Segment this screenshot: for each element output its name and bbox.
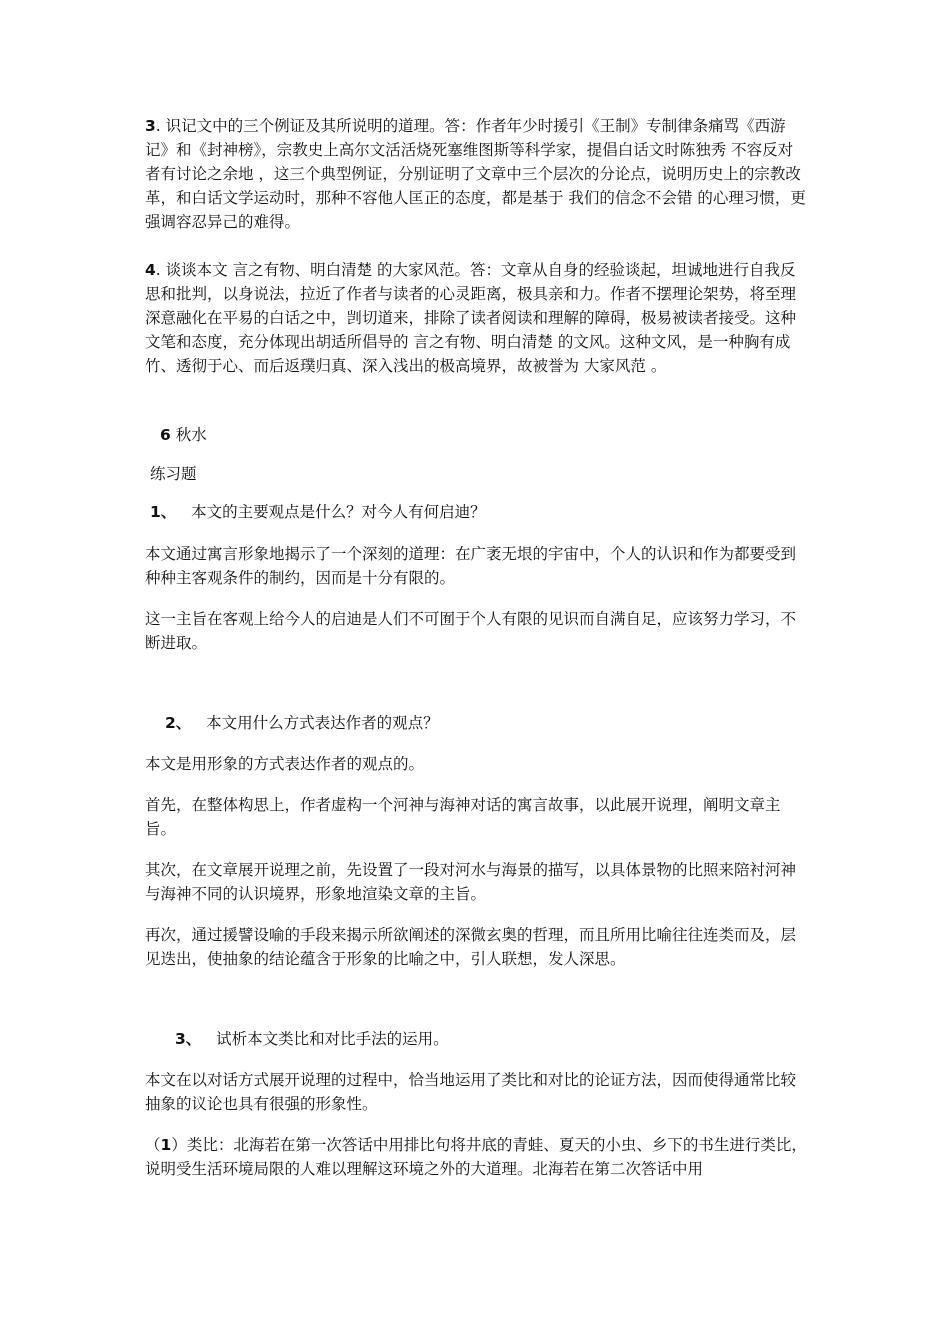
question-3 [175,1027,449,1051]
question-2 [165,711,439,735]
point-open-paren: （ [145,1136,161,1154]
item-number: 4 [145,261,156,279]
paragraph-item-3 [145,114,807,234]
point-number: 1 [160,1136,172,1154]
point-text: ）类比：北海若在第一次答话中用排比句将井底的青蛙、夏天的小虫、乡下的书生进行类比，说明受生活环境局限的人难以理解这环境之外的大道理。北海若在第二次答话中用 [145,1136,807,1178]
question-text: 本文用什么方式表达作者的观点？ [206,714,439,732]
question-text: 本文的主要观点是什么？对今人有何启迪？ [191,503,486,521]
item-text: . 谈谈本文 言之有物、明白清楚 的大家风范。答：文章从自身的经验谈起，坦诚地进行自我反思和批判，以身说法，拉近了作者与读者的心灵距离，极具亲和力。作者不摆理论架势，将至理深意融化在平易的白话之中，剀切道来，排除了读者阅读和理解的障碍，极易被读者接受。这种文笔和态度，充分体现出胡适所倡导的 言之有物、明白清楚 的文风。这种文风，是一种胸有成竹、透彻于心、而后返璞归真、深入浅出的极高境界，故被誉为 大家风范 。 [145,261,797,375]
question-separator: 、 [185,1030,202,1048]
section-heading [160,423,207,447]
answer-paragraph: 其次，在文章展开说理之前，先设置了一段对河水与海景的描写，以具体景物的比照来陪衬河神与海神不同的认识境界，形象地渲染文章的主旨。 [145,861,797,903]
section-number: 6 [160,426,171,444]
item-number: 3 [145,117,156,135]
question-number: 2 [165,714,176,732]
question-separator: 、 [160,503,177,521]
question-number: 3 [175,1030,186,1048]
answer-paragraph: 本文在以对话方式展开说理的过程中，恰当地运用了类比和对比的论证方法，因而使得通常比较抽象的议论也具有很强的形象性。 [145,1071,797,1113]
question-text: 试析本文类比和对比手法的运用。 [216,1030,449,1048]
exercise-label: 练习题 [150,465,197,483]
paragraph-item-4 [145,258,807,378]
answer-paragraph: 本文通过寓言形象地揭示了一个深刻的道理：在广袤无垠的宇宙中，个人的认识和作为都要受到种种主客观条件的制约，因而是十分有限的。 [145,545,797,587]
answer-paragraph: 首先，在整体构思上，作者虚构一个河神与海神对话的寓言故事，以此展开说理，阐明文章主旨。 [145,796,781,838]
section-title: 秋水 [175,426,207,444]
answer-paragraph-point-1 [145,1133,807,1181]
answer-paragraph: 再次，通过援譬设喻的手段来揭示所欲阐述的深微玄奥的哲理，而且所用比喻往往连类而及，层见迭出，使抽象的结论蕴含于形象的比喻之中，引人联想，发人深思。 [145,926,797,968]
item-text: . 识记文中的三个例证及其所说明的道理。答：作者年少时援引《王制》专制律条痛骂《西游记》和《封神榜》，宗教史上高尔文活活烧死塞维图斯等科学家，提倡白话文时陈独秀 不容反对者有讨论之余地 ，这三个典型例证，分别证明了文章中三个层次的分论点，说明历史上的宗教改革，和白话文学运动时，那种不容他人匡正的态度，都是基于 我们的信念不会错 的心理习惯，更强调容忍异己的难得。 [145,117,806,231]
answer-paragraph: 这一主旨在客观上给今人的启迪是人们不可囿于个人有限的见识而自满自足，应该努力学习，不断进取。 [145,610,797,652]
question-1 [150,500,486,524]
answer-paragraph: 本文是用形象的方式表达作者的观点的。 [145,755,425,773]
question-separator: 、 [175,714,192,732]
question-number: 1 [150,503,161,521]
